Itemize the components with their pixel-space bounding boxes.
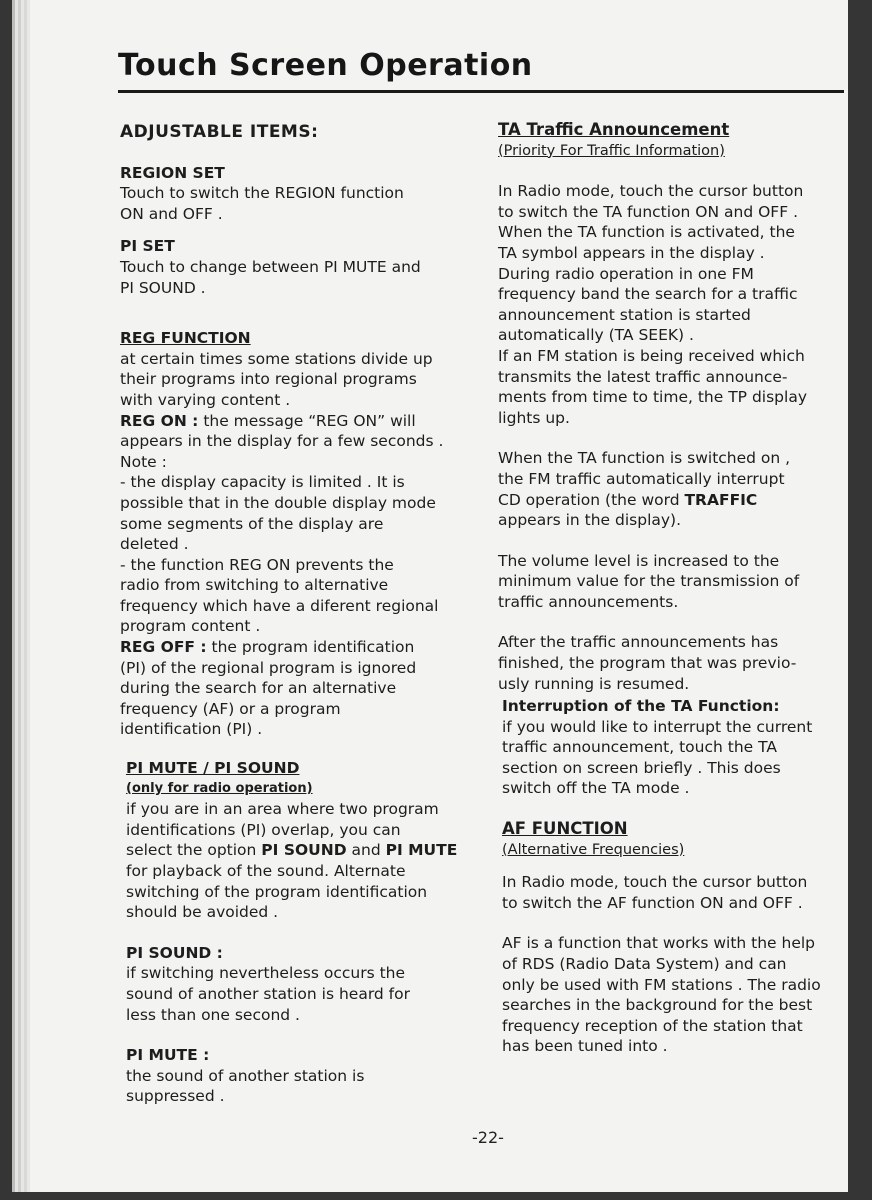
right-column	[498, 120, 846, 694]
pi-mute-sound-line: if you are in an area where two program	[126, 800, 439, 819]
ta-para4: finished, the program that was previo-	[498, 654, 797, 673]
ta-para1: In Radio mode, touch the cursor button	[498, 182, 804, 201]
af-para2: searches in the background for the best	[502, 996, 813, 1015]
pi-mute-bold: PI MUTE	[385, 841, 458, 860]
reg-function-intro: their programs into regional programs	[120, 370, 417, 389]
reg-function-intro: at certain times some stations divide up	[120, 349, 433, 368]
pi-mute-sound-line: identifications (PI) overlap, you can	[126, 820, 401, 839]
region-set-heading: REGION SET	[120, 163, 225, 182]
ta-subheading: (Priority For Traffic Information)	[498, 142, 725, 159]
page-title: Touch Screen Operation	[118, 48, 533, 83]
pi-sound-line: sound of another station is heard for	[126, 984, 410, 1003]
title-rule	[118, 90, 844, 93]
pi-mute-line: suppressed .	[126, 1087, 225, 1106]
pi-mute-sound-line: should be avoided .	[126, 903, 279, 922]
pi-sound-heading: PI SOUND :	[126, 943, 223, 962]
reg-on-detail: deleted .	[120, 535, 189, 554]
reg-off-detail: identification (PI) .	[120, 720, 263, 739]
af-subheading: (Alternative Frequencies)	[502, 841, 685, 858]
reg-on-detail: radio from switching to alternative	[120, 576, 389, 595]
ta-interrupt-line: traffic announcement, touch the TA	[502, 738, 777, 757]
reg-on-detail: appears in the display for a few seconds .	[120, 432, 444, 451]
ta-para1: lights up.	[498, 408, 570, 427]
reg-on-detail: frequency which have a diferent regional	[120, 596, 439, 615]
option-text: select the option	[126, 841, 262, 860]
reg-function-heading: REG FUNCTION	[120, 329, 251, 348]
reg-off-detail: frequency (AF) or a program	[120, 699, 341, 718]
reg-on-detail: some segments of the display are	[120, 514, 384, 533]
ta-interrupt-line: section on screen briefly . This does	[502, 758, 781, 777]
ta-para1: transmits the latest traffic announce-	[498, 367, 788, 386]
ta-para1: announcement station is started	[498, 305, 751, 324]
pi-set-line: Touch to change between PI MUTE and	[120, 257, 421, 276]
pi-mute-sound-option-line	[126, 840, 486, 861]
ta-para1: automatically (TA SEEK) .	[498, 326, 694, 345]
reg-off-detail: (PI) of the regional program is ignored	[120, 658, 417, 677]
reg-on-detail: possible that in the double display mode	[120, 493, 436, 512]
reg-on-line	[120, 411, 480, 432]
af-para2: has been tuned into .	[502, 1037, 668, 1056]
right-column-lower	[502, 696, 848, 1057]
pi-mute-sound-subheading: (only for radio operation)	[126, 780, 313, 796]
reg-on-detail: - the function REG ON prevents the	[120, 555, 394, 574]
ta-para1: When the TA function is activated, the	[498, 223, 795, 242]
ta-interrupt-line: if you would like to interrupt the current	[502, 717, 813, 736]
reg-off-text: the program identification	[206, 638, 415, 657]
af-heading: AF FUNCTION	[502, 818, 628, 838]
ta-para4: After the traffic announcements has	[498, 633, 779, 652]
af-para2: AF is a function that works with the help	[502, 934, 816, 953]
page-number: -22-	[472, 1128, 504, 1147]
reg-function-intro: with varying content .	[120, 390, 291, 409]
pi-set-heading: PI SET	[120, 237, 175, 256]
ta-para1: frequency band the search for a traffic	[498, 285, 798, 304]
pi-sound-bold: PI SOUND	[261, 841, 347, 860]
reg-off-detail: during the search for an alternative	[120, 679, 397, 698]
ta-para2: When the TA function is switched on ,	[498, 449, 791, 468]
ta-para1: ments from time to time, the TP display	[498, 388, 807, 407]
reg-on-detail: program content .	[120, 617, 261, 636]
region-set-line: Touch to switch the REGION function	[120, 184, 404, 203]
ta-interrupt-line: switch off the TA mode .	[502, 779, 690, 798]
left-column	[120, 122, 480, 740]
af-para1: In Radio mode, touch the cursor button	[502, 873, 808, 892]
af-para2: frequency reception of the station that	[502, 1016, 803, 1035]
cd-operation-text: CD operation (the word	[498, 490, 685, 509]
ta-para2: appears in the display).	[498, 511, 682, 530]
pi-mute-heading: PI MUTE :	[126, 1046, 210, 1065]
reg-on-label: REG ON :	[120, 411, 199, 430]
reg-on-detail: - the display capacity is limited . It is	[120, 473, 405, 492]
ta-para3: The volume level is increased to the	[498, 551, 780, 570]
pi-mute-sound-line: switching of the program identification	[126, 882, 428, 901]
pi-sound-line: less than one second .	[126, 1005, 300, 1024]
pi-mute-sound-heading: PI MUTE / PI SOUND	[126, 759, 300, 777]
left-column-lower	[126, 758, 486, 1107]
reg-on-text: the message “REG ON” will	[198, 411, 416, 430]
region-set-line: ON and OFF .	[120, 204, 223, 223]
ta-heading: TA Traffic Announcement	[498, 120, 730, 139]
ta-para2-traffic-line	[498, 490, 846, 511]
traffic-bold: TRAFFIC	[684, 490, 758, 509]
ta-para3: minimum value for the transmission of	[498, 572, 800, 591]
af-para1: to switch the AF function ON and OFF .	[502, 893, 803, 912]
ta-para1: to switch the TA function ON and OFF .	[498, 202, 798, 221]
ta-para4: usly running is resumed.	[498, 674, 690, 693]
pi-set-line: PI SOUND .	[120, 278, 206, 297]
ta-para1: TA symbol appears in the display .	[498, 243, 765, 262]
pi-mute-line: the sound of another station is	[126, 1066, 365, 1085]
af-para2: of RDS (Radio Data System) and can	[502, 954, 787, 973]
reg-off-label: REG OFF :	[120, 638, 207, 657]
reg-on-detail: Note :	[120, 452, 167, 471]
ta-interrupt-heading: Interruption of the TA Function:	[502, 697, 780, 715]
ta-para1: During radio operation in one FM	[498, 264, 754, 283]
reg-off-line	[120, 637, 480, 658]
pi-sound-line: if switching nevertheless occurs the	[126, 964, 406, 983]
pi-mute-sound-line: for playback of the sound. Alternate	[126, 861, 406, 880]
af-para2: only be used with FM stations . The radio	[502, 975, 821, 994]
ta-para1: If an FM station is being received which	[498, 346, 805, 365]
adjustable-items-title: ADJUSTABLE ITEMS:	[120, 122, 319, 142]
ta-para3: traffic announcements.	[498, 592, 679, 611]
ta-para2: the FM traffic automatically interrupt	[498, 469, 785, 488]
and-text: and	[346, 841, 386, 860]
